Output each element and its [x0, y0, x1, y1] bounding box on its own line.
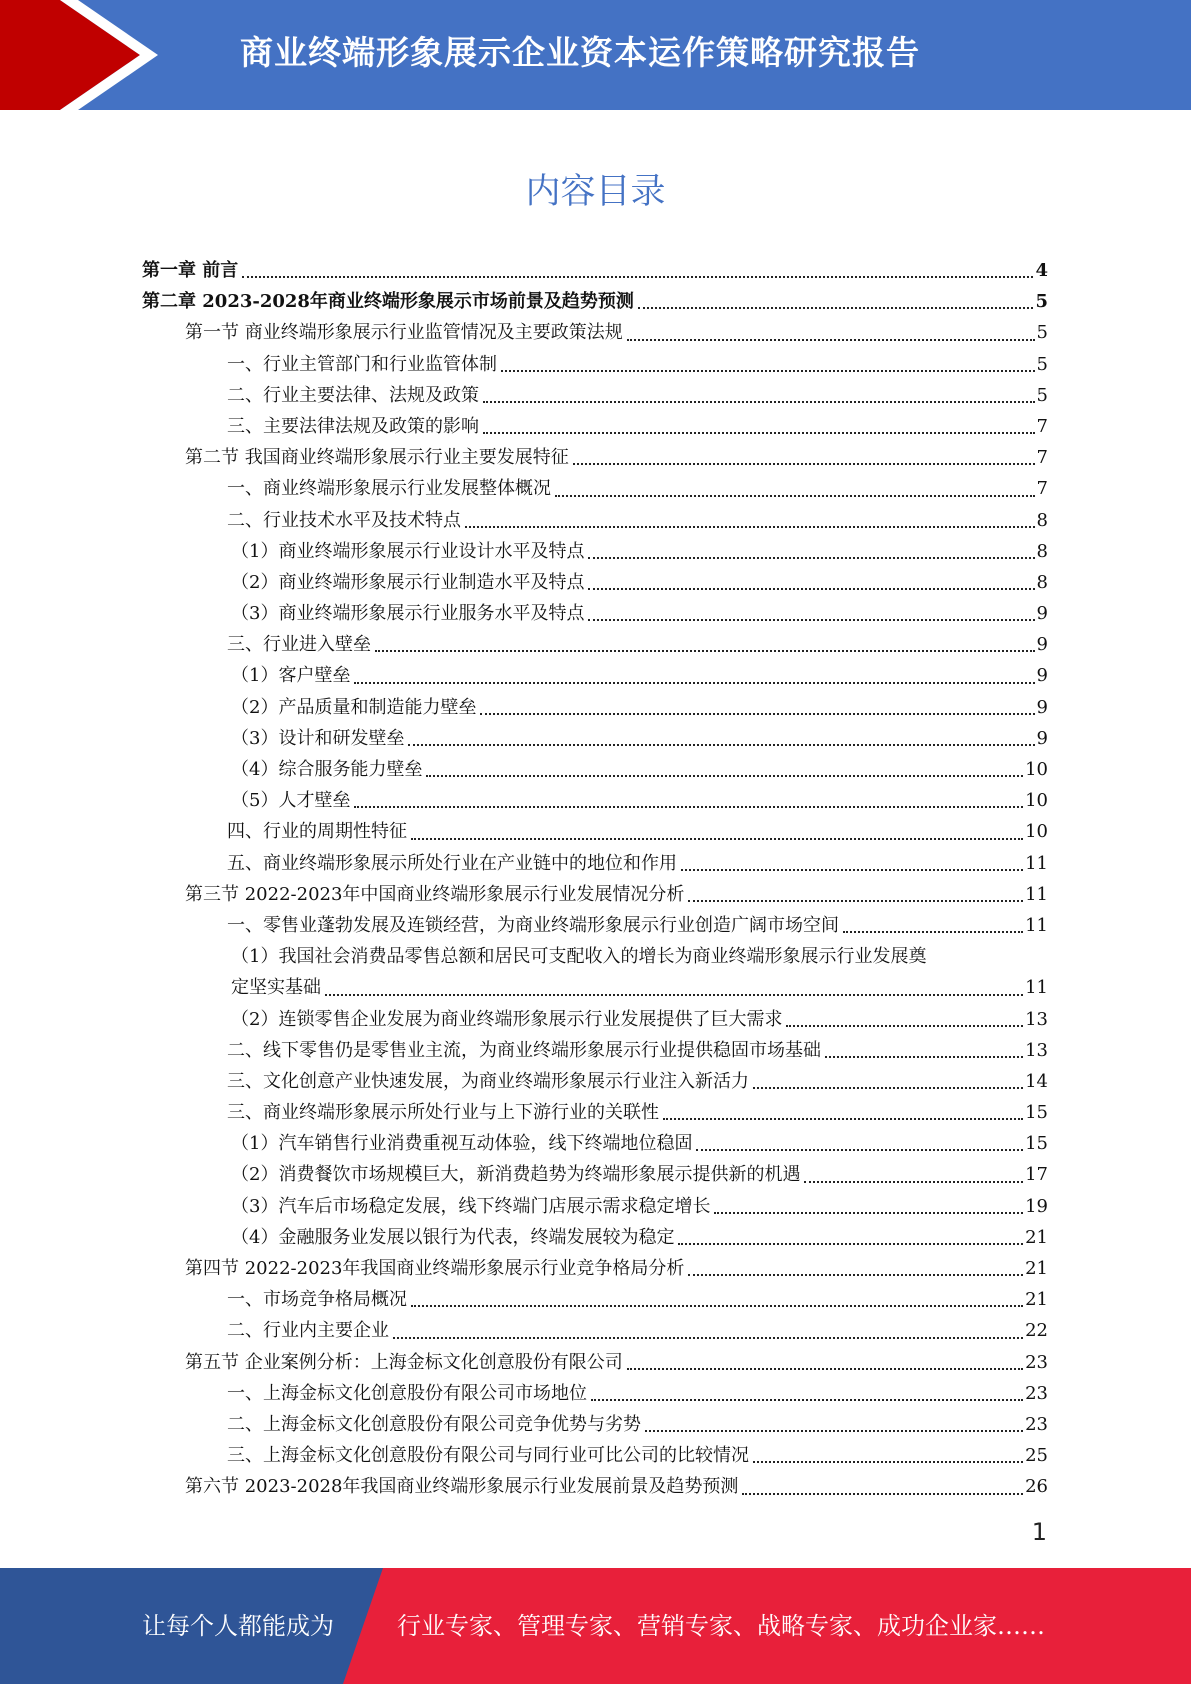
toc-entry-text: 第四节 2022-2023年我国商业终端形象展示行业竞争格局分析	[185, 1258, 685, 1280]
toc-leader-dots	[786, 1025, 1023, 1027]
toc-entry[interactable]	[142, 536, 1048, 567]
toc-page-number: 21	[1025, 1289, 1048, 1311]
toc-entry[interactable]	[142, 1315, 1048, 1346]
toc-leader-dots	[588, 557, 1034, 559]
page-number: 1	[1031, 1518, 1047, 1546]
toc-leader-dots	[638, 307, 1034, 309]
toc-page-number: 23	[1025, 1351, 1048, 1373]
toc-entry-text: 三、行业进入壁垒	[227, 634, 371, 656]
toc-entry[interactable]	[142, 567, 1048, 598]
toc-entry-text: 二、上海金标文化创意股份有限公司竞争优势与劣势	[227, 1413, 641, 1435]
toc-leader-dots	[688, 900, 1023, 902]
toc-entry[interactable]	[142, 1004, 1048, 1035]
toc-entry-text: 一、市场竞争格局概况	[227, 1289, 407, 1311]
toc-entry-text: （2）连锁零售企业发展为商业终端形象展示行业发展提供了巨大需求	[231, 1008, 783, 1030]
toc-leader-dots	[843, 931, 1023, 933]
toc-page-number: 9	[1036, 665, 1048, 687]
toc-page-number: 8	[1036, 571, 1048, 593]
toc-entry[interactable]	[142, 848, 1048, 879]
toc-entry[interactable]	[142, 629, 1048, 660]
toc-entry[interactable]	[142, 1378, 1048, 1409]
toc-leader-dots	[645, 1430, 1023, 1432]
toc-leader-dots	[393, 1337, 1023, 1339]
toc-page-number: 9	[1036, 603, 1048, 625]
toc-page-number: 9	[1036, 634, 1048, 656]
toc-entry-text: 第一节 商业终端形象展示行业监管情况及主要政策法规	[185, 322, 623, 344]
toc-entry[interactable]	[142, 1222, 1048, 1253]
toc-leader-dots	[825, 1056, 1023, 1058]
toc-leader-dots	[483, 401, 1035, 403]
toc-page-number: 22	[1025, 1320, 1048, 1342]
toc-leader-dots	[714, 1212, 1023, 1214]
toc-entry-text: （4）综合服务能力壁垒	[231, 759, 423, 780]
toc-entry-text: （3）设计和研发壁垒	[231, 727, 405, 749]
toc-entry[interactable]	[142, 1128, 1048, 1159]
toc-leader-dots	[325, 994, 1023, 996]
toc-entry[interactable]	[142, 286, 1048, 317]
toc-leader-dots	[696, 1149, 1023, 1151]
toc-leader-dots	[354, 682, 1034, 684]
toc-entry[interactable]	[142, 317, 1048, 348]
toc-leader-dots	[681, 869, 1023, 871]
toc-entry-text: 二、行业主要法律、法规及政策	[227, 384, 479, 406]
toc-leader-dots	[804, 1181, 1023, 1183]
toc-entry[interactable]	[142, 598, 1048, 629]
toc-entry-text: （5）人才壁垒	[231, 790, 351, 812]
toc-page-number: 19	[1025, 1195, 1048, 1217]
toc-leader-dots	[627, 1368, 1023, 1370]
toc-entry-text: 一、零售业蓬勃发展及连锁经营，为商业终端形象展示行业创造广阔市场空间	[227, 914, 839, 936]
toc-page-number: 15	[1025, 1102, 1048, 1124]
toc-entry[interactable]	[142, 816, 1048, 847]
toc-page-number: 21	[1025, 1258, 1048, 1280]
toc-entry[interactable]	[142, 785, 1048, 816]
toc-leader-dots	[555, 495, 1035, 497]
toc-entry-text: （1）我国社会消费品零售总额和居民可支配收入的增长为商业终端形象展示行业发展奠	[231, 946, 927, 968]
toc-entry[interactable]	[142, 879, 1048, 910]
toc-leader-dots	[573, 463, 1035, 465]
toc-page-number: 13	[1025, 1008, 1048, 1030]
toc-entry[interactable]	[142, 473, 1048, 504]
toc-page-number: 25	[1025, 1445, 1048, 1467]
toc-entry-text: （4）金融服务业发展以银行为代表，终端发展较为稳定	[231, 1226, 675, 1248]
toc-page-number: 5	[1036, 353, 1048, 375]
toc-title: 内容目录	[525, 172, 666, 212]
toc-entry[interactable]	[142, 910, 1048, 941]
toc-entry-text: 一、上海金标文化创意股份有限公司市场地位	[227, 1382, 587, 1404]
toc-entry[interactable]	[142, 255, 1048, 286]
footer-slogan-right: 行业专家、管理专家、营销专家、战略专家、成功企业家……	[397, 1612, 1045, 1640]
toc-entry-text: 一、行业主管部门和行业监管体制	[227, 353, 497, 375]
toc-entry[interactable]	[142, 1284, 1048, 1315]
toc-page-number: 15	[1025, 1133, 1048, 1155]
toc-page-number: 11	[1025, 883, 1048, 905]
toc-entry-text: 三、文化创意产业快速发展，为商业终端形象展示行业注入新活力	[227, 1070, 749, 1092]
toc-entry[interactable]	[142, 723, 1048, 754]
toc-entry[interactable]	[142, 442, 1048, 473]
toc-page-number: 13	[1025, 1039, 1048, 1061]
toc-entry-text: 二、行业内主要企业	[227, 1320, 389, 1342]
toc-entry-text: 四、行业的周期性特征	[227, 821, 407, 843]
toc-page-number: 10	[1025, 821, 1048, 843]
toc-entry[interactable]	[142, 1471, 1048, 1502]
toc-entry-text: 五、商业终端形象展示所处行业在产业链中的地位和作用	[227, 852, 677, 874]
toc-entry-text: 第三节 2022-2023年中国商业终端形象展示行业发展情况分析	[185, 883, 685, 905]
toc-entry[interactable]	[142, 1066, 1048, 1097]
toc-entry[interactable]	[142, 660, 1048, 691]
toc-page-number: 7	[1036, 415, 1048, 437]
toc-entry-text: （1）汽车销售行业消费重视互动体验，线下终端地位稳固	[231, 1133, 693, 1155]
toc-page-number: 7	[1036, 478, 1048, 500]
toc-entry[interactable]	[142, 380, 1048, 411]
toc-entry-text-continued: 定坚实基础	[231, 977, 321, 999]
toc-entry-text: （2）产品质量和制造能力壁垒	[231, 696, 477, 718]
toc-leader-dots	[375, 650, 1035, 652]
toc-entry[interactable]	[142, 1347, 1048, 1378]
toc-entry-text: 三、主要法律法规及政策的影响	[227, 415, 479, 437]
toc-entry-text: （3）商业终端形象展示行业服务水平及特点	[231, 603, 585, 625]
toc-page-number: 10	[1025, 759, 1048, 780]
toc-leader-dots	[411, 838, 1023, 840]
toc-entry-text: 第二章 2023-2028年商业终端形象展示市场前景及趋势预测	[142, 291, 634, 313]
report-header	[0, 0, 1191, 110]
toc-entry-text: （2）消费餐饮市场规模巨大，新消费趋势为终端形象展示提供新的机遇	[231, 1164, 801, 1186]
toc-leader-dots	[465, 526, 1035, 528]
toc-page-number: 10	[1025, 790, 1048, 812]
toc-leader-dots	[411, 1305, 1023, 1307]
toc-page-number: 5	[1036, 384, 1048, 406]
toc-page-number: 26	[1025, 1476, 1048, 1498]
toc-entry-text: 三、商业终端形象展示所处行业与上下游行业的关联性	[227, 1102, 659, 1124]
toc-leader-dots	[688, 1274, 1023, 1276]
table-of-contents	[142, 255, 1048, 1503]
footer-banner	[0, 1568, 1191, 1684]
toc-entry-text: （1）商业终端形象展示行业设计水平及特点	[231, 540, 585, 562]
footer-slogan-left: 让每个人都能成为	[142, 1612, 334, 1640]
toc-page-number: 9	[1036, 696, 1048, 718]
toc-leader-dots	[591, 1399, 1023, 1401]
toc-page-number: 11	[1025, 852, 1048, 874]
toc-page-number: 23	[1025, 1413, 1048, 1435]
toc-page-number: 7	[1036, 447, 1048, 469]
toc-leader-dots	[242, 276, 1033, 278]
toc-entry-text: 第六节 2023-2028年我国商业终端形象展示行业发展前景及趋势预测	[185, 1476, 739, 1498]
toc-entry-text: 第一章 前言	[142, 260, 239, 281]
toc-leader-dots	[588, 619, 1034, 621]
toc-entry[interactable]	[142, 1035, 1048, 1066]
toc-entry[interactable]	[142, 349, 1048, 380]
toc-entry-text: （2）商业终端形象展示行业制造水平及特点	[231, 571, 585, 593]
toc-entry[interactable]	[142, 411, 1048, 442]
toc-entry[interactable]	[142, 941, 1048, 1003]
toc-leader-dots	[501, 370, 1035, 372]
toc-page-number: 4	[1035, 260, 1048, 281]
toc-leader-dots	[753, 1087, 1023, 1089]
toc-leader-dots	[408, 744, 1034, 746]
toc-leader-dots	[753, 1461, 1023, 1463]
toc-page-number: 21	[1025, 1226, 1048, 1248]
toc-leader-dots	[480, 713, 1034, 715]
toc-leader-dots	[354, 806, 1023, 808]
toc-page-number: 5	[1035, 291, 1048, 313]
toc-entry[interactable]	[142, 505, 1048, 536]
toc-entry-text: （3）汽车后市场稳定发展，线下终端门店展示需求稳定增长	[231, 1195, 711, 1217]
toc-entry-text: （1）客户壁垒	[231, 665, 351, 687]
toc-leader-dots	[742, 1493, 1023, 1495]
toc-leader-dots	[426, 775, 1023, 777]
report-title: 商业终端形象展示企业资本运作策略研究报告	[240, 33, 920, 72]
toc-entry[interactable]	[142, 1253, 1048, 1284]
toc-entry[interactable]	[142, 692, 1048, 723]
toc-entry-text: 第二节 我国商业终端形象展示行业主要发展特征	[185, 447, 569, 469]
toc-entry[interactable]	[142, 1159, 1048, 1190]
toc-entry-text: 二、线下零售仍是零售业主流，为商业终端形象展示行业提供稳固市场基础	[227, 1039, 821, 1061]
toc-page-number: 8	[1036, 540, 1048, 562]
toc-entry[interactable]	[142, 1191, 1048, 1222]
toc-entry[interactable]	[142, 754, 1048, 785]
toc-page-number: 23	[1025, 1382, 1048, 1404]
toc-leader-dots	[588, 588, 1034, 590]
toc-page-number: 11	[1025, 977, 1048, 999]
toc-leader-dots	[663, 1118, 1023, 1120]
toc-entry[interactable]	[142, 1097, 1048, 1128]
toc-leader-dots	[678, 1243, 1023, 1245]
toc-page-number: 11	[1025, 914, 1048, 936]
toc-entry[interactable]	[142, 1409, 1048, 1440]
toc-entry-text: 二、行业技术水平及技术特点	[227, 509, 461, 531]
toc-entry-text: 三、上海金标文化创意股份有限公司与同行业可比公司的比较情况	[227, 1445, 749, 1467]
toc-entry[interactable]	[142, 1440, 1048, 1471]
toc-page-number: 17	[1025, 1164, 1048, 1186]
toc-entry-text: 第五节 企业案例分析：上海金标文化创意股份有限公司	[185, 1351, 623, 1373]
toc-page-number: 9	[1036, 727, 1048, 749]
toc-page-number: 5	[1036, 322, 1048, 344]
toc-entry-text: 一、商业终端形象展示行业发展整体概况	[227, 478, 551, 500]
toc-page-number: 14	[1025, 1070, 1048, 1092]
toc-page-number: 8	[1036, 509, 1048, 531]
toc-leader-dots	[483, 432, 1035, 434]
toc-leader-dots	[627, 339, 1035, 341]
